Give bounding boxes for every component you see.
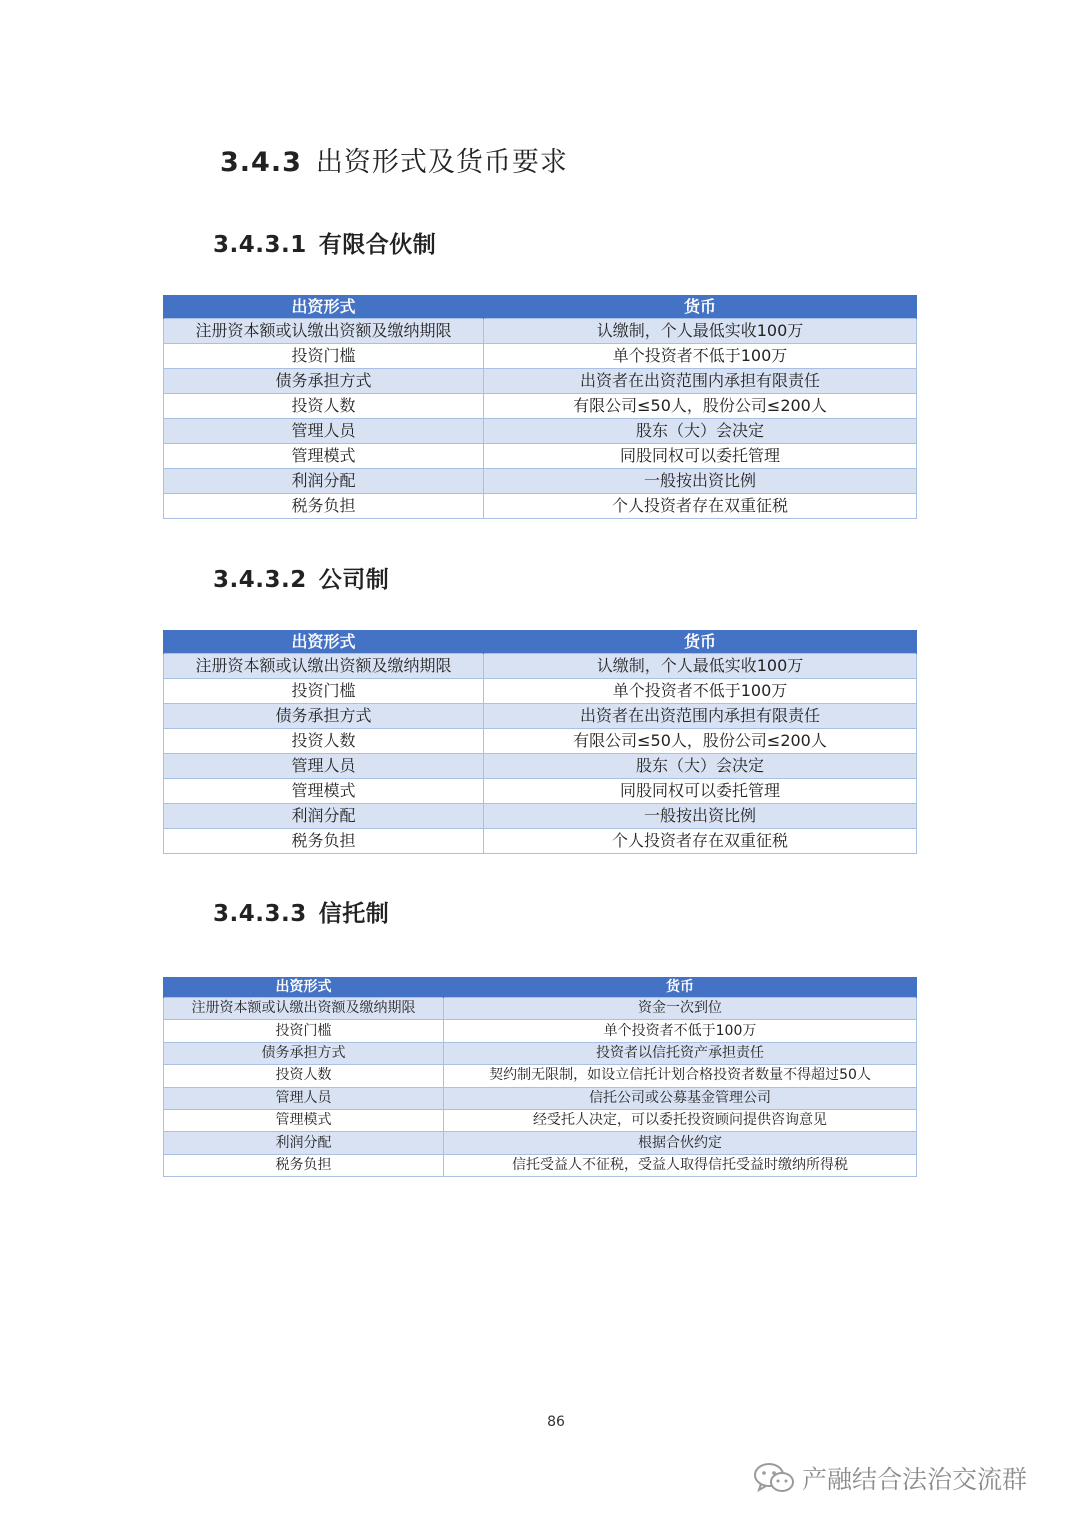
row-value: 投资者以信托资产承担责任	[444, 1042, 917, 1064]
section-title: 出资形式及货币要求	[315, 147, 568, 178]
table-row	[164, 444, 917, 469]
row-label: 投资人数	[164, 394, 484, 419]
row-label: 税务负担	[164, 829, 484, 854]
page-number: 86	[547, 1414, 565, 1430]
row-value: 出资者在出资范围内承担有限责任	[484, 369, 917, 394]
row-label: 管理人员	[164, 754, 484, 779]
row-value: 根据合伙约定	[444, 1132, 917, 1154]
row-label: 投资门槛	[164, 679, 484, 704]
row-label: 投资门槛	[164, 1020, 444, 1042]
table-row	[164, 1109, 917, 1131]
table-row	[164, 469, 917, 494]
row-label: 管理模式	[164, 1109, 444, 1131]
table-row	[164, 369, 917, 394]
table-row	[164, 704, 917, 729]
row-label: 利润分配	[164, 469, 484, 494]
column-header-form: 出资形式	[164, 977, 444, 998]
table-row	[164, 344, 917, 369]
subsection-title: 公司制	[318, 567, 390, 593]
table-row	[164, 804, 917, 829]
table-row	[164, 729, 917, 754]
table-row	[164, 779, 917, 804]
row-value: 股东（大）会决定	[484, 419, 917, 444]
table-row	[164, 1132, 917, 1154]
row-value: 同股同权可以委托管理	[484, 444, 917, 469]
row-value: 出资者在出资范围内承担有限责任	[484, 704, 917, 729]
row-label: 管理人员	[164, 419, 484, 444]
row-value: 经受托人决定，可以委托投资顾问提供咨询意见	[444, 1109, 917, 1131]
subsection-title: 有限合伙制	[318, 232, 437, 258]
row-value: 有限公司≤50人，股份公司≤200人	[484, 394, 917, 419]
row-label: 税务负担	[164, 494, 484, 519]
table-row	[164, 494, 917, 519]
table-row	[164, 1154, 917, 1176]
row-label: 投资人数	[164, 729, 484, 754]
subsection-heading-2	[213, 561, 389, 594]
table-row	[164, 319, 917, 344]
table-row	[164, 1065, 917, 1087]
row-value: 个人投资者存在双重征税	[484, 829, 917, 854]
row-value: 一般按出资比例	[484, 804, 917, 829]
table-row	[164, 754, 917, 779]
row-label: 债务承担方式	[164, 1042, 444, 1064]
table-row	[164, 829, 917, 854]
table-row	[164, 679, 917, 704]
row-label: 税务负担	[164, 1154, 444, 1176]
column-header-currency: 货币	[484, 295, 917, 319]
wechat-icon	[752, 1461, 796, 1495]
table-row	[164, 1042, 917, 1064]
row-label: 利润分配	[164, 1132, 444, 1154]
row-value: 单个投资者不低于100万	[484, 344, 917, 369]
row-label: 利润分配	[164, 804, 484, 829]
row-label: 投资人数	[164, 1065, 444, 1087]
row-value: 契约制无限制，如设立信托计划合格投资者数量不得超过50人	[444, 1065, 917, 1087]
subsection-number: 3.4.3.2	[213, 567, 307, 593]
row-label: 投资门槛	[164, 344, 484, 369]
row-label: 注册资本额或认缴出资额及缴纳期限	[164, 998, 444, 1020]
section-number: 3.4.3	[220, 147, 302, 178]
row-value: 信托公司或公募基金管理公司	[444, 1087, 917, 1109]
table-row	[164, 394, 917, 419]
watermark	[752, 1460, 1027, 1496]
table-row	[164, 998, 917, 1020]
table-header-row	[164, 977, 917, 998]
subsection-heading-3	[213, 895, 389, 928]
subsection-number: 3.4.3.3	[213, 901, 307, 927]
row-label: 债务承担方式	[164, 704, 484, 729]
column-header-form: 出资形式	[164, 630, 484, 654]
table-row	[164, 1087, 917, 1109]
table-row	[164, 419, 917, 444]
row-value: 股东（大）会决定	[484, 754, 917, 779]
row-value: 认缴制，个人最低实收100万	[484, 319, 917, 344]
table-header-row	[164, 630, 917, 654]
capital-table-trust	[163, 977, 917, 1177]
row-value: 资金一次到位	[444, 998, 917, 1020]
row-label: 注册资本额或认缴出资额及缴纳期限	[164, 319, 484, 344]
row-label: 注册资本额或认缴出资额及缴纳期限	[164, 654, 484, 679]
table-row	[164, 1020, 917, 1042]
row-value: 同股同权可以委托管理	[484, 779, 917, 804]
column-header-form: 出资形式	[164, 295, 484, 319]
row-value: 有限公司≤50人，股份公司≤200人	[484, 729, 917, 754]
section-heading	[220, 140, 568, 179]
capital-table-limited-partnership	[163, 295, 917, 519]
table-row	[164, 654, 917, 679]
row-value: 一般按出资比例	[484, 469, 917, 494]
row-label: 管理模式	[164, 444, 484, 469]
row-value: 认缴制，个人最低实收100万	[484, 654, 917, 679]
row-value: 信托受益人不征税，受益人取得信托受益时缴纳所得税	[444, 1154, 917, 1176]
column-header-currency: 货币	[444, 977, 917, 998]
subsection-number: 3.4.3.1	[213, 232, 307, 258]
subsection-title: 信托制	[318, 901, 390, 927]
row-value: 单个投资者不低于100万	[484, 679, 917, 704]
subsection-heading-1	[213, 226, 436, 259]
row-label: 管理模式	[164, 779, 484, 804]
row-value: 个人投资者存在双重征税	[484, 494, 917, 519]
row-label: 管理人员	[164, 1087, 444, 1109]
watermark-text: 产融结合法治交流群	[802, 1465, 1028, 1494]
table-header-row	[164, 295, 917, 319]
column-header-currency: 货币	[484, 630, 917, 654]
row-value: 单个投资者不低于100万	[444, 1020, 917, 1042]
capital-table-company	[163, 630, 917, 854]
row-label: 债务承担方式	[164, 369, 484, 394]
